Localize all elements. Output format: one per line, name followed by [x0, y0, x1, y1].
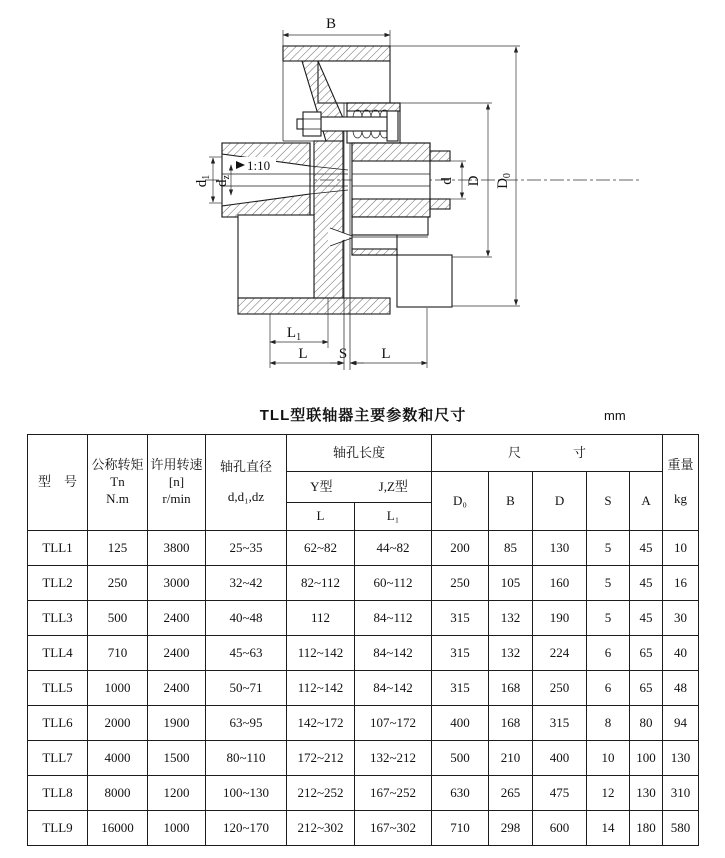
jz-type-label: J,Z型 [378, 478, 408, 494]
table-cell: 630 [432, 776, 489, 811]
table-cell: 1000 [88, 671, 148, 706]
table-cell: 1000 [148, 811, 206, 846]
table-cell: 48 [663, 671, 699, 706]
table-cell: 160 [533, 566, 587, 601]
table-cell: 132~212 [355, 741, 432, 776]
table-cell: 2400 [148, 601, 206, 636]
table-cell: 1500 [148, 741, 206, 776]
table-cell: TLL2 [28, 566, 88, 601]
table-cell: 45 [630, 566, 663, 601]
table-cell: 112~142 [287, 671, 355, 706]
table-cell: 50~71 [206, 671, 287, 706]
table-cell: 32~42 [206, 566, 287, 601]
table-row [28, 776, 699, 811]
table-cell: 130 [533, 531, 587, 566]
table-cell: 600 [533, 811, 587, 846]
table-title-row [27, 403, 699, 429]
sleeve-top-flange [283, 46, 390, 61]
table-cell: 132 [489, 601, 533, 636]
table-cell: 40~48 [206, 601, 287, 636]
table-cell: 400 [533, 741, 587, 776]
dim-label-l1: $L_1$ [286, 325, 302, 343]
table-cell: 4000 [88, 741, 148, 776]
table-cell: 105 [489, 566, 533, 601]
table-cell: 44~82 [355, 531, 432, 566]
table-cell: 710 [88, 636, 148, 671]
table-cell: 5 [587, 566, 630, 601]
table-cell: 265 [489, 776, 533, 811]
table-cell: 40 [663, 636, 699, 671]
table-cell: 475 [533, 776, 587, 811]
table-cell: 167~252 [355, 776, 432, 811]
y-type-label: Y型 [310, 478, 333, 494]
table-cell: 250 [432, 566, 489, 601]
sleeve-bottom-flange [238, 298, 390, 314]
coupling-drawing [0, 0, 725, 398]
table-cell: 25~35 [206, 531, 287, 566]
spring-retainer [387, 111, 398, 141]
table-cell: 45~63 [206, 636, 287, 671]
table-cell: 94 [663, 706, 699, 741]
col-header-speed: 许用转速 [n] r/min [148, 435, 206, 531]
table-cell: 250 [88, 566, 148, 601]
table-row [28, 706, 699, 741]
table-cell: 210 [489, 741, 533, 776]
table-cell: 12 [587, 776, 630, 811]
dim-label-l-right: L [381, 346, 391, 362]
table-cell: 167~302 [355, 811, 432, 846]
table-cell: 142~172 [287, 706, 355, 741]
table-cell: 400 [432, 706, 489, 741]
dim-label-s: S [338, 346, 348, 362]
table-cell: 84~112 [355, 601, 432, 636]
table-row [28, 741, 699, 776]
table-row [28, 811, 699, 846]
col-header-dimensions: 尺 寸 [432, 435, 663, 472]
table-cell: 168 [489, 706, 533, 741]
col-header-weight: 重量 kg [663, 435, 699, 531]
table-row [28, 601, 699, 636]
table-cell: 120~170 [206, 811, 287, 846]
table-cell: 5 [587, 531, 630, 566]
table-cell: 3000 [148, 566, 206, 601]
table-cell: 6 [587, 636, 630, 671]
table-cell: 60~112 [355, 566, 432, 601]
bolt-shaft [321, 117, 387, 131]
dim-label-d-bore: d [439, 177, 455, 185]
table-cell: 212~252 [287, 776, 355, 811]
unit-label: mm [604, 408, 626, 423]
taper-annotation [234, 157, 276, 173]
table-cell: 1900 [148, 706, 206, 741]
table-cell: 85 [489, 531, 533, 566]
table-cell: 112 [287, 601, 355, 636]
col-header-model: 型 号 [28, 435, 88, 531]
col-header-a: A [630, 472, 663, 531]
table-cell: 580 [663, 811, 699, 846]
table-cell: 5 [587, 601, 630, 636]
col-header-b: B [489, 472, 533, 531]
left-flange-plate [314, 141, 343, 298]
table-cell: 130 [630, 776, 663, 811]
dim-label-d1: $d_1$ [194, 174, 212, 188]
table-cell: 212~302 [287, 811, 355, 846]
dim-label-d0: $D_0$ [495, 173, 513, 189]
table-cell: 10 [663, 531, 699, 566]
table-cell: 14 [587, 811, 630, 846]
dim-label-b: B [325, 16, 337, 32]
table-cell: 84~142 [355, 636, 432, 671]
table-cell: 310 [663, 776, 699, 811]
table-cell: TLL6 [28, 706, 88, 741]
table-cell: 82~112 [287, 566, 355, 601]
table-cell: 16000 [88, 811, 148, 846]
table-cell: 10 [587, 741, 630, 776]
right-lower-block [397, 255, 452, 307]
bolt-head [303, 112, 321, 136]
table-cell: TLL8 [28, 776, 88, 811]
dim-B [283, 16, 390, 46]
table-cell: 132 [489, 636, 533, 671]
table-cell: 315 [533, 706, 587, 741]
col-header-d0: D₀ [432, 472, 489, 531]
table-cell: TLL3 [28, 601, 88, 636]
col-header-l1: L₁ [355, 503, 432, 531]
dim-label-dz: $d_z$ [214, 175, 232, 187]
table-cell: 30 [663, 601, 699, 636]
table-cell: 16 [663, 566, 699, 601]
table-cell: 65 [630, 671, 663, 706]
table-cell: 172~212 [287, 741, 355, 776]
top-sleeve-assembly [283, 46, 400, 143]
table-cell: 315 [432, 601, 489, 636]
table-cell: 112~142 [287, 636, 355, 671]
dim-label-l-left: L [298, 346, 308, 362]
bolt-tip [297, 119, 303, 129]
table-cell: 200 [432, 531, 489, 566]
col-header-torque: 公称转矩 Tn N.m [88, 435, 148, 531]
coupling-section-svg [0, 0, 725, 398]
table-cell: 65 [630, 636, 663, 671]
table-cell: 6 [587, 671, 630, 706]
table-header [28, 435, 699, 531]
col-header-d: D [533, 472, 587, 531]
table-cell: 298 [489, 811, 533, 846]
table-cell: 190 [533, 601, 587, 636]
taper-label: 1:10 [247, 158, 271, 173]
table-cell: 45 [630, 531, 663, 566]
parameters-table [27, 434, 699, 846]
dim-d [439, 161, 466, 199]
table-cell: 62~82 [287, 531, 355, 566]
col-header-bore-length: 轴孔长度 [287, 435, 432, 472]
table-row [28, 531, 699, 566]
table-cell: TLL4 [28, 636, 88, 671]
table-cell: TLL1 [28, 531, 88, 566]
table-cell: 2400 [148, 671, 206, 706]
table-cell: 2000 [88, 706, 148, 741]
table-cell: 315 [432, 671, 489, 706]
table-cell: 45 [630, 601, 663, 636]
col-header-bore-diameter: 轴孔直径 d,d₁,dz [206, 435, 287, 531]
table-cell: 80 [630, 706, 663, 741]
table-cell: 315 [432, 636, 489, 671]
table-cell: 130 [663, 741, 699, 776]
table-row [28, 636, 699, 671]
table-cell: 63~95 [206, 706, 287, 741]
table-cell: TLL5 [28, 671, 88, 706]
table-cell: 710 [432, 811, 489, 846]
table-cell: 168 [489, 671, 533, 706]
table-cell: 500 [88, 601, 148, 636]
table-body [28, 531, 699, 846]
table-cell: 100 [630, 741, 663, 776]
dim-label-d-outer: D [466, 175, 482, 187]
table-cell: 107~172 [355, 706, 432, 741]
table-cell: 100~130 [206, 776, 287, 811]
table-cell: 3800 [148, 531, 206, 566]
lower-sleeve-assembly [238, 215, 452, 314]
table-cell: TLL7 [28, 741, 88, 776]
table-cell: 2400 [148, 636, 206, 671]
table-cell: 8 [587, 706, 630, 741]
table-row [28, 671, 699, 706]
col-header-l: L [287, 503, 355, 531]
table-cell: 224 [533, 636, 587, 671]
table-row [28, 566, 699, 601]
table-cell: 84~142 [355, 671, 432, 706]
table-cell: 125 [88, 531, 148, 566]
table-cell: 8000 [88, 776, 148, 811]
table-cell: 250 [533, 671, 587, 706]
col-header-s: S [587, 472, 630, 531]
table-cell: 1200 [148, 776, 206, 811]
col-header-bore-types [287, 472, 432, 503]
table-cell: 80~110 [206, 741, 287, 776]
table-cell: 500 [432, 741, 489, 776]
table-cell: 180 [630, 811, 663, 846]
table-cell: TLL9 [28, 811, 88, 846]
table-title: TLL型联轴器主要参数和尺寸 [259, 407, 467, 424]
